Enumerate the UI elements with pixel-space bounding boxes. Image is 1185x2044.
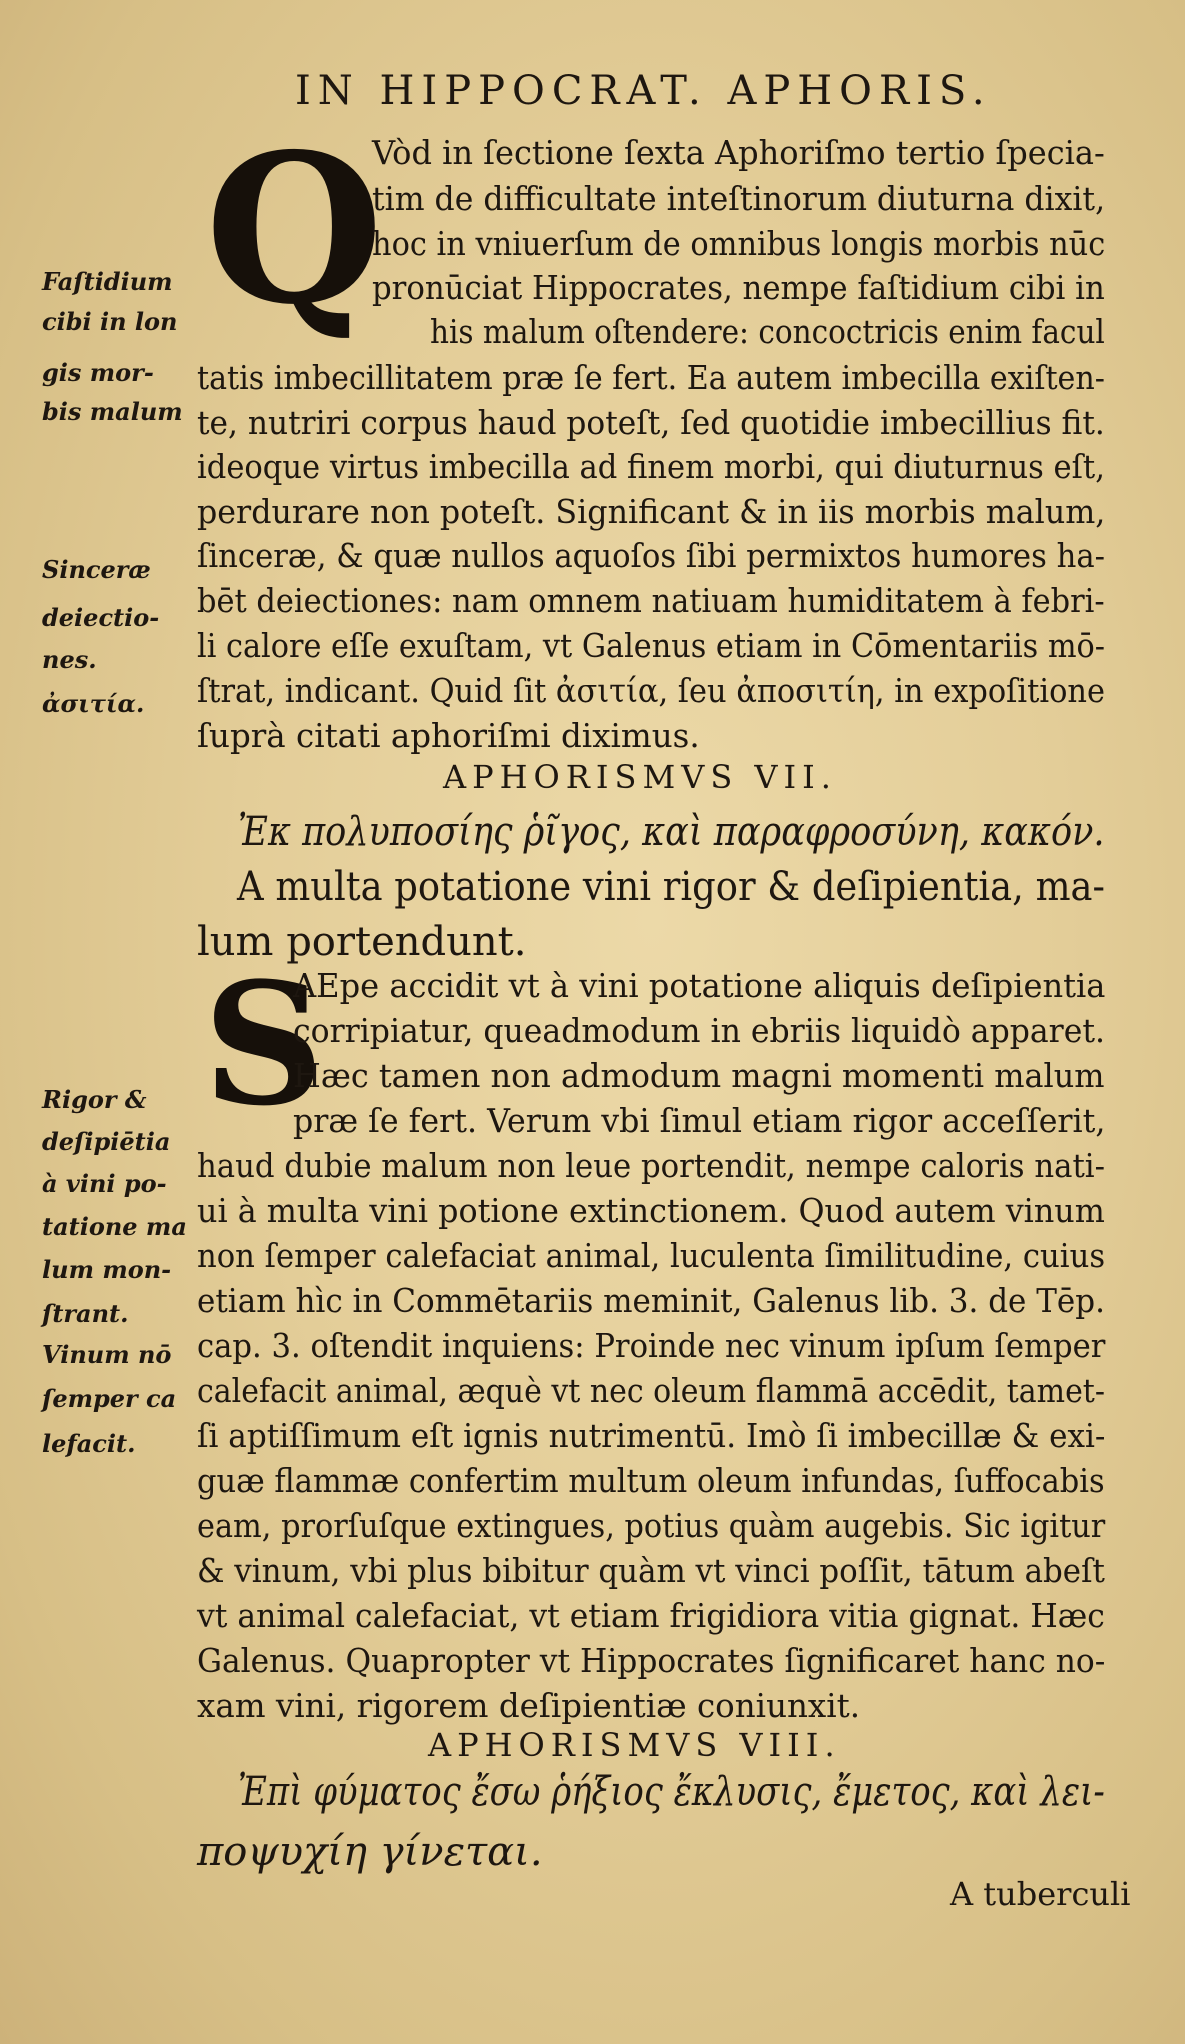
marginal-note-line: Sinceræ	[42, 555, 151, 584]
body-line: non ſemper calefaciat animal, luculenta ſimilitudine, cuius	[197, 1237, 1106, 1275]
catchword: A tuberculi	[950, 1875, 1131, 1913]
body-line: pronūciat Hippocrates, nempe faſtidium cibi in	[372, 269, 1105, 307]
body-line: hoc in vniuerſum de omnibus longis morbis nūc	[372, 225, 1106, 263]
marginal-note-line: ſtrant.	[42, 1299, 129, 1328]
body-line: ſi aptiſſimum eſt ignis nutrimentū. Imò ſi imbecillæ & exi-	[197, 1417, 1106, 1455]
marginal-note-line: cibi in lon	[42, 307, 178, 336]
body-line: cap. 3. oſtendit inquiens: Proinde nec vinum ipſum ſemper	[197, 1327, 1106, 1365]
latin-aphorism-line: A multa potatione vini rigor & deſipientia, ma-	[237, 864, 1105, 910]
body-line: ſinceræ, & quæ nullos aquoſos ſibi permixtos humores ha-	[197, 537, 1105, 575]
greek-aphorism: Ἐκ πολυποσίης ῥῖγος, καὶ παραφροσύνη, κακόν.	[238, 809, 1105, 855]
aphorism-heading: APHORISMVS VIII.	[428, 1726, 841, 1764]
drop-cap-q: Q	[205, 110, 384, 350]
body-line: Galenus. Quapropter vt Hippocrates ſignificaret hanc no-	[197, 1642, 1106, 1680]
marginal-note-line: lefacit.	[42, 1429, 136, 1458]
body-line: bēt deiectiones: nam omnem natiuam humiditatem à febri-	[197, 582, 1105, 620]
body-line: tim de difficultate inteſtinorum diuturna dixit,	[372, 180, 1106, 218]
marginal-note-line: bis malum	[42, 397, 183, 426]
body-line: haud dubie malum non leue portendit, nempe caloris nati-	[197, 1147, 1106, 1185]
aphorism-heading: APHORISMVS VII.	[443, 758, 837, 796]
latin-aphorism-line: lum portendunt.	[197, 919, 527, 965]
body-line: eam, prorſuſque extingues, potius quàm augebis. Sic igitur	[197, 1507, 1106, 1545]
body-line: calefacit animal, æquè vt nec oleum flammā accēdit, tamet-	[197, 1372, 1105, 1410]
marginal-note-line: Vinum nō	[42, 1340, 172, 1369]
body-line: guæ flammæ confertim multum oleum infundas, ſuffocabis	[197, 1462, 1105, 1500]
body-line: & vinum, vbi plus bibitur quàm vt vinci poſſit, tātum abeſt	[197, 1552, 1105, 1590]
body-line: ſuprà citati aphoriſmi diximus.	[197, 717, 700, 755]
marginal-note-line: lum mon-	[42, 1255, 172, 1284]
marginal-note-line: ἀσιτία.	[42, 689, 145, 718]
body-line: AEpe accidit vt à vini potatione aliquis deſipientia	[293, 967, 1106, 1005]
body-line: li calore eſſe exuſtam, vt Galenus etiam in Cōmentariis mō-	[197, 627, 1106, 665]
marginal-note-line: Faſtidium	[42, 267, 173, 296]
body-line: his malum oſtendere: concoctricis enim facul	[430, 313, 1105, 351]
running-header: IN HIPPOCRAT. APHORIS.	[295, 68, 992, 114]
marginal-note-line: à vini po-	[42, 1169, 167, 1198]
body-line: ideoque virtus imbecilla ad finem morbi, qui diuturnus eſt,	[197, 448, 1105, 486]
marginal-note-line: gis mor-	[42, 358, 154, 387]
body-line: tatis imbecillitatem præ ſe fert. Ea autem imbecilla exiſten-	[197, 359, 1105, 397]
body-line: xam vini, rigorem deſipientiæ coniunxit.	[197, 1687, 861, 1725]
body-line: te, nutriri corpus haud poteſt, ſed quotidie imbecillius fit.	[197, 404, 1105, 442]
marginal-note-line: tatione ma	[42, 1212, 187, 1241]
body-line: perdurare non poteſt. Significant & in iis morbis malum,	[197, 493, 1106, 531]
marginal-note-line: Rigor &	[42, 1085, 147, 1114]
body-line: etiam hìc in Commētariis meminit, Galenus lib. 3. de Tēp.	[197, 1282, 1105, 1320]
greek-aphorism-line: ποψυχίη γίνεται.	[197, 1829, 543, 1875]
body-line: corripiatur, queadmodum in ebriis liquidò apparet.	[293, 1012, 1106, 1050]
body-line: præ ſe fert. Verum vbi ſimul etiam rigor acceſſerit,	[293, 1102, 1106, 1140]
marginal-note-line: deiectio-	[42, 603, 160, 632]
marginal-note-line: nes.	[42, 645, 97, 674]
body-line: Hæc tamen non admodum magni momenti malum	[293, 1057, 1105, 1095]
drop-cap-s: S	[203, 945, 325, 1143]
body-line: Vòd in ſectione ſexta Aphoriſmo tertio ſpecia-	[372, 134, 1105, 172]
body-line: ſtrat, indicant. Quid ſit ἀσιτία, ſeu ἀποσιτίη, in expoſitione	[197, 672, 1106, 710]
body-line: vt animal calefaciat, vt etiam frigidiora vitia gignat. Hæc	[197, 1597, 1105, 1635]
greek-aphorism-line: Ἐπὶ φύματος ἔσω ῥήξιος ἔκλυσις, ἔμετος, καὶ λει-	[238, 1769, 1105, 1815]
marginal-note-line: deſipiētia	[42, 1127, 171, 1156]
body-line: ui à multa vini potione extinctionem. Quod autem vinum	[197, 1192, 1105, 1230]
marginal-note-line: ſemper ca	[42, 1384, 177, 1413]
